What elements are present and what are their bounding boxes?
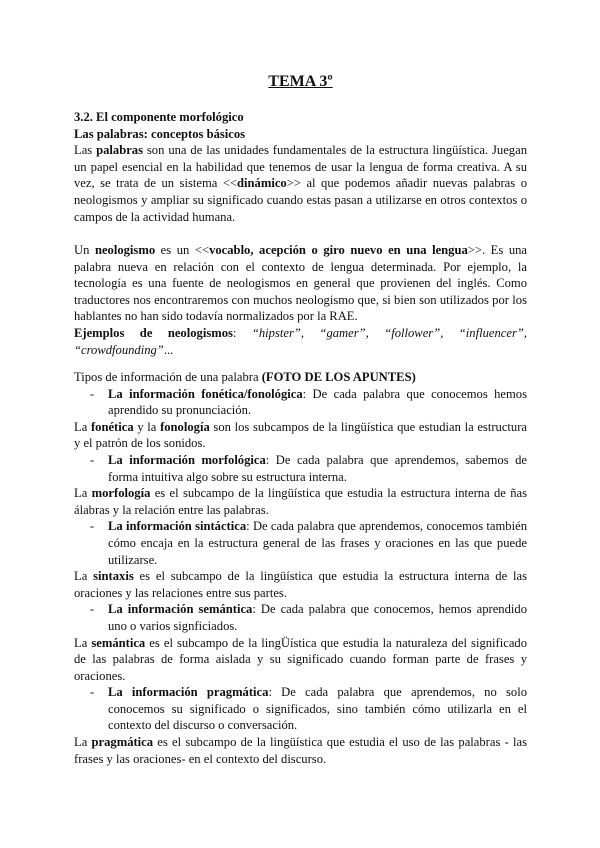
dash-bullet: - xyxy=(90,452,95,467)
neologismo-paragraph: Un neologismo es un <<vocablo, acepción o giro nuevo en una lengua>>. Es una palabra nueva en relación con el contexto de lengua determinada. Por ejemplo, la tecnología es una fuente de neologismos en general que provienen del inglés. Como traductores nos encontraremos con muchos neologismo que, si bien son utilizados por los hablantes no han sido todavía normalizados por la RAE. xyxy=(74,243,527,324)
dash-bullet: - xyxy=(90,685,95,700)
page-title: TEMA 3º xyxy=(268,73,333,90)
dash-bullet: - xyxy=(90,519,95,534)
tipos-heading: Tipos de información de una palabra (FOTO DE LOS APUNTES) xyxy=(74,370,416,384)
definition-paragraph: La pragmática es el subcampo de la lingüística que estudia el uso de las palabras - las frases y las oraciones- en el contexto del discurso. xyxy=(74,735,527,766)
list-item: - La información morfológica: De cada palabra que aprendemos, sabemos de forma intuitiva algo sobre su estructura interna. xyxy=(90,452,527,484)
definition-paragraph: La morfología es el subcampo de la lingüística que estudia la estructura interna de ñas álabras y la relación entre las palabras. xyxy=(74,486,528,517)
list-fonetica xyxy=(74,386,527,419)
neologismo-block xyxy=(74,242,527,358)
dash-bullet: - xyxy=(90,386,95,401)
intro-paragraph: Las palabras son una de las unidades fundamentales de la estructura lingüística. Juegan un papel esencial en la habilidad que tenemos de usar la lengua de forma creativa. A su vez, se trata de un sistema <<dinámico>> al que podemos añadir nuevas palabras o neologismos y ampliar su significado cuando estas pasan a utilizarse en otros contextos o campos de la actividad humana. xyxy=(74,143,527,224)
section-headings xyxy=(74,109,527,225)
list-semantica xyxy=(74,601,527,634)
dash-bullet: - xyxy=(90,602,95,617)
list-pragmatica xyxy=(74,684,527,734)
definition-paragraph: La sintaxis es el subcampo de la lingüística que estudia la estructura interna de las oraciones y las relaciones entre sus partes. xyxy=(74,569,528,600)
list-item: - La información sintáctica: De cada palabra que aprendemos, conocemos también cómo encaja en la estructura general de las frases y oraciones en las que puede utilizarse. xyxy=(90,519,527,567)
definition-paragraph: La semántica es el subcampo de la lingÜística que estudia la naturaleza del significado de las palabras de forma aislada y su significado cuando forman parte de frases y oraciones. xyxy=(74,635,527,683)
list-item: - La información fonética/fonológica: De cada palabra que conocemos hemos aprendido su pronunciación. xyxy=(90,386,528,418)
ejemplos-line-2: “crowdfounding”... xyxy=(74,342,174,357)
list-sintactica xyxy=(74,518,527,568)
list-item: - La información pragmática: De cada palabra que aprendemos, no solo conocemos su significado o significados, sino también cómo utilizarla en el contexto del discurso o conversación. xyxy=(90,685,527,733)
definition-paragraph: La fonética y la fonología son los subcampos de la lingüística que estudian la estructura y el patrón de los sonidos. xyxy=(74,419,527,451)
list-item: - La información semántica: De cada palabra que conocemos, hemos aprendido uno o varios signficiados. xyxy=(90,602,527,633)
section-heading: 3.2. El componente morfológico xyxy=(74,110,244,124)
tipos-block xyxy=(74,369,527,767)
list-morfologica xyxy=(74,452,527,485)
ejemplos-line: Ejemplos de neologismos: “hipster”, “gamer”, “follower”, “influencer”, xyxy=(74,325,527,340)
subsection-heading: Las palabras: conceptos básicos xyxy=(74,126,246,141)
